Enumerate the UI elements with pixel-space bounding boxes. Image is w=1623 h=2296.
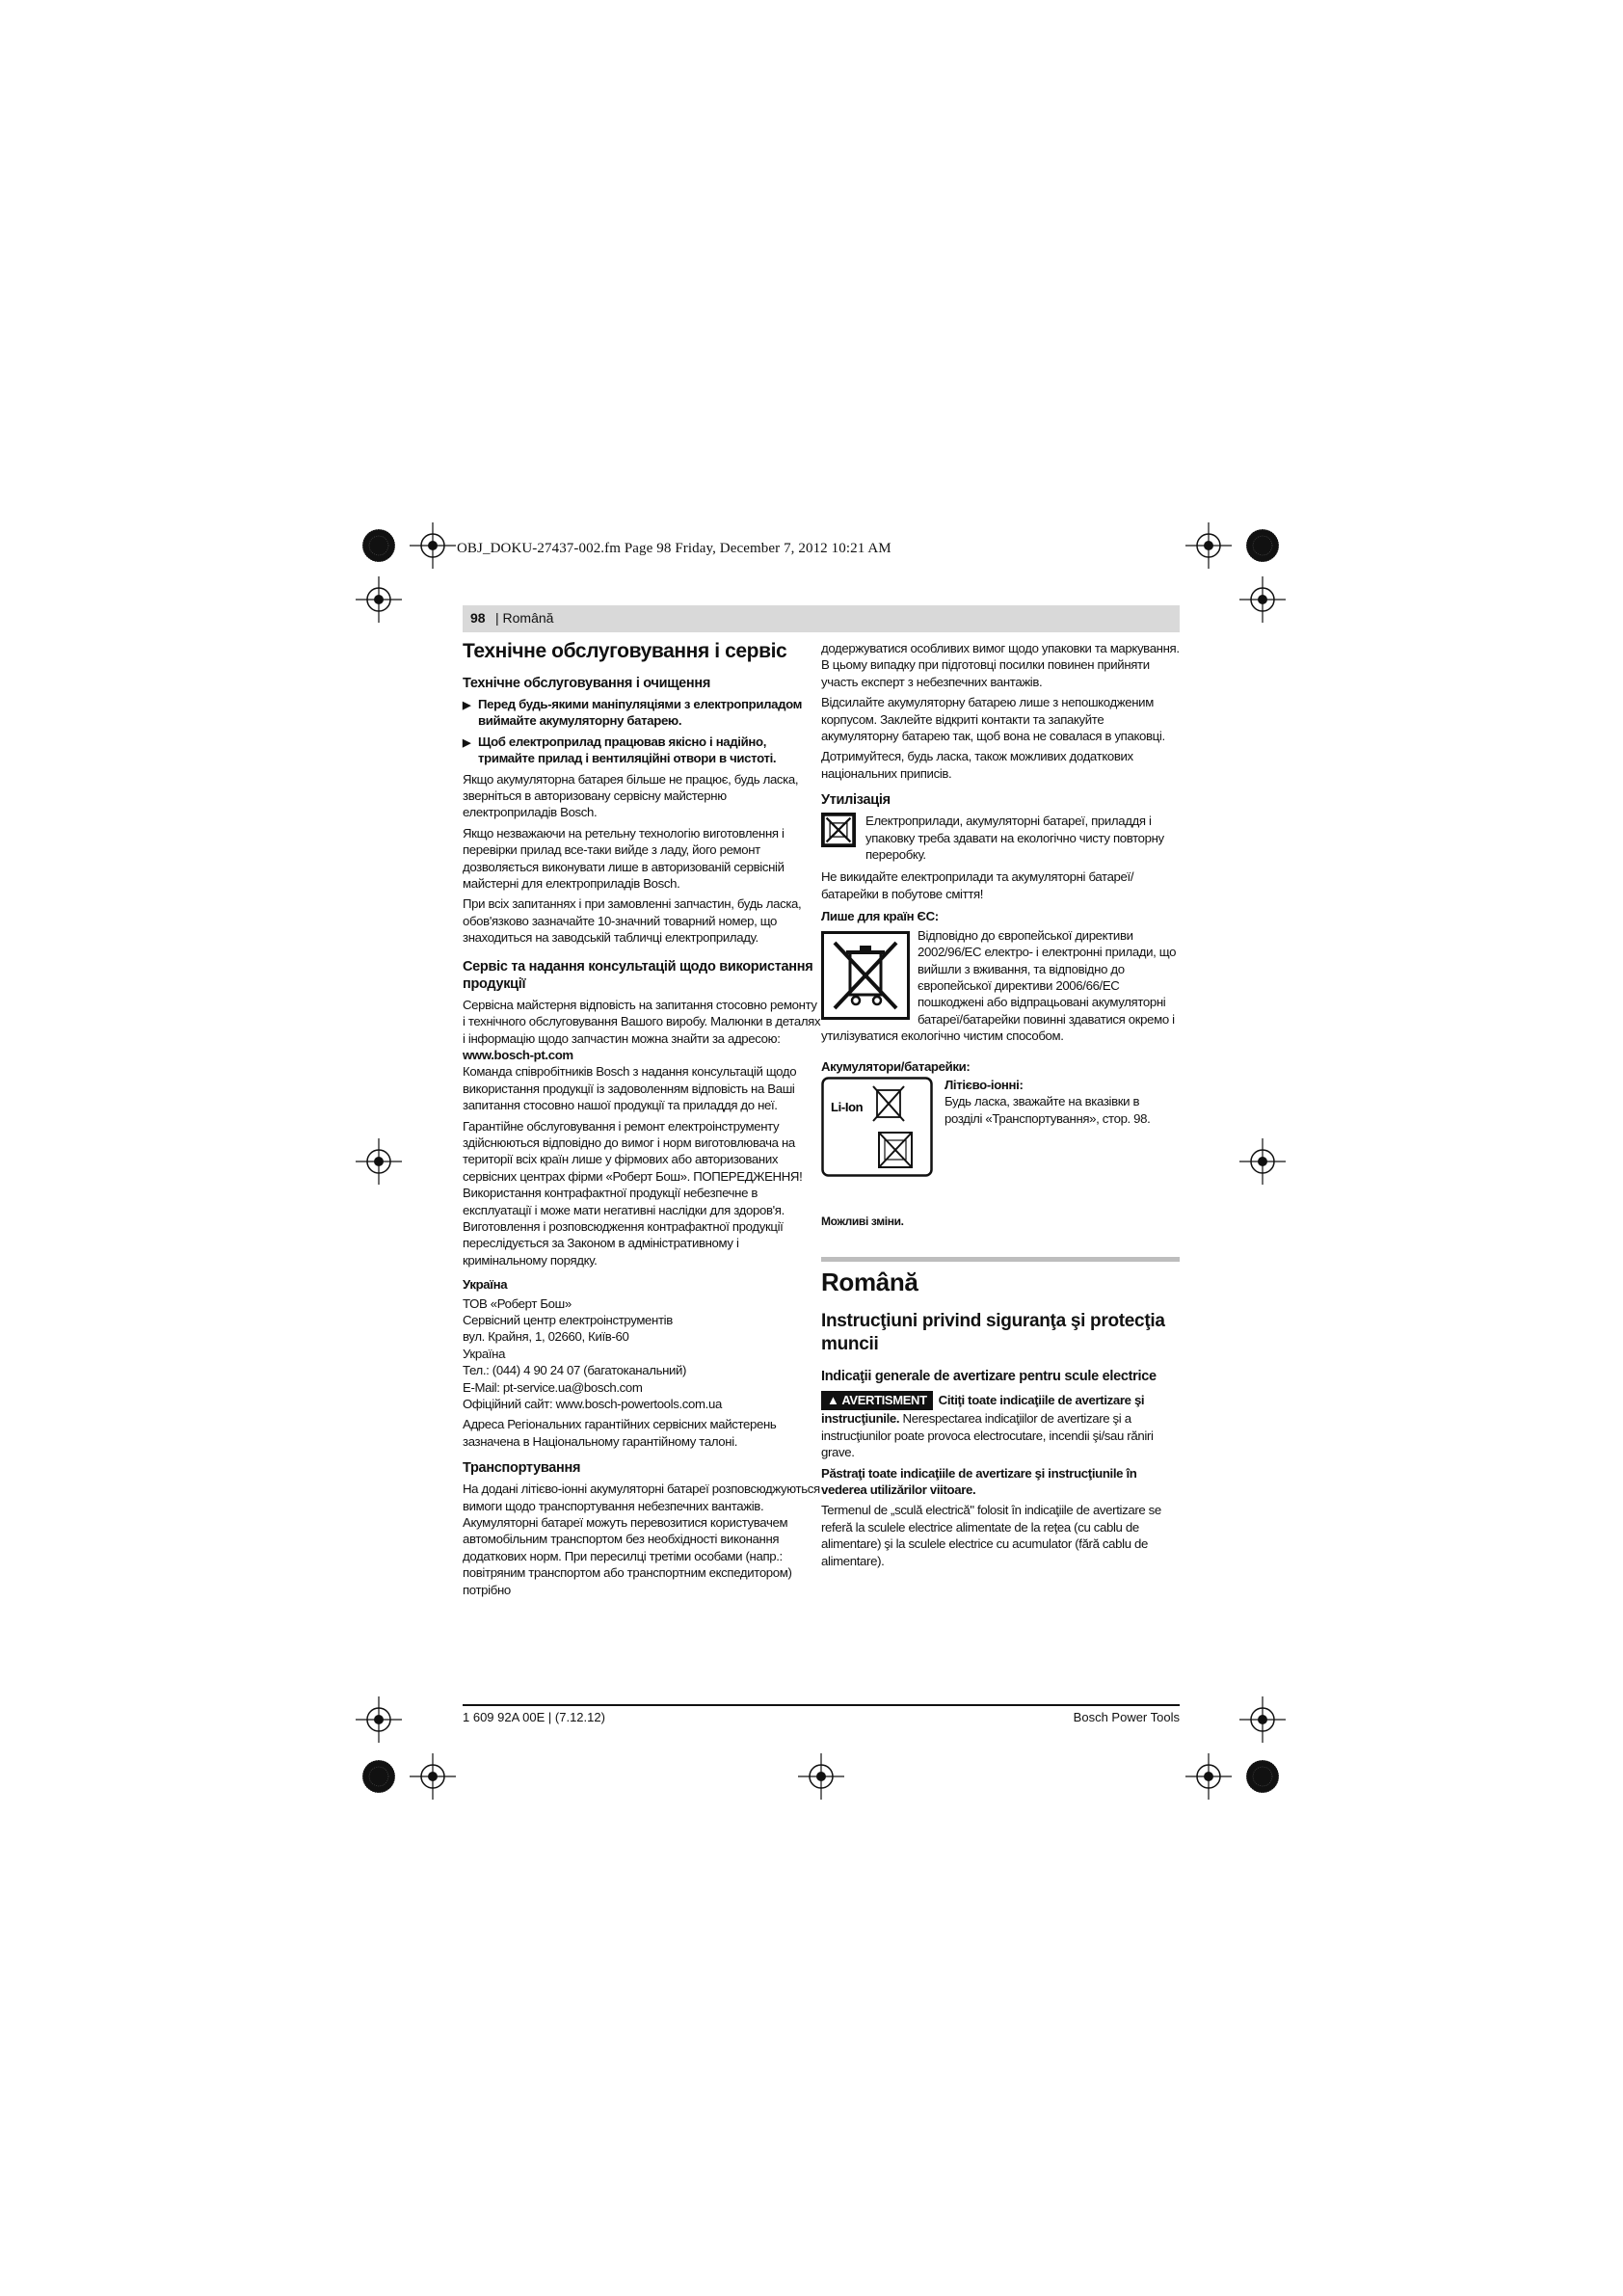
bullet-text: Щоб електроприлад працював якісно і надійно, тримайте прилад і вентиляційні отвори в чистоті.	[478, 734, 777, 766]
paragraph: Сервісна майстерня відповість на запитання стосовно ремонту і технічного обслуговування Вашого виробу. Малюнки в деталях і інформацію щодо запчастин можна знайти за адресою:	[463, 997, 821, 1046]
address-line: Україна	[463, 1346, 506, 1361]
liion-heading: Літієво-іонні:	[945, 1077, 1024, 1092]
disposal-heading: Утилізація	[821, 792, 891, 809]
keep-instructions: Păstraţi toate indicaţiile de avertizare şi instrucţiunile în vederea utilizărilor viitoare.	[821, 1465, 1137, 1497]
batteries-heading: Акумулятори/батарейки:	[821, 1058, 971, 1074]
changes-note: Можливі зміни.	[821, 1214, 904, 1228]
footer-doc-code: 1 609 92A 00E | (7.12.12)	[463, 1710, 605, 1724]
service-heading: Сервіс та надання консультацій щодо використання продукції	[463, 958, 813, 992]
warning-badge-label: AVERTISMENT	[841, 1393, 927, 1408]
section-divider	[821, 1257, 1180, 1262]
section-title: Технічне обслуговування і сервіс	[463, 640, 787, 662]
address-website[interactable]: Офіційний сайт: www.bosch-powertools.com.ua	[463, 1397, 722, 1412]
header-language: | Română	[495, 610, 554, 626]
maintenance-heading: Технічне обслуговування і очищення	[463, 676, 710, 691]
page-number: 98	[470, 610, 486, 626]
romanian-general-heading: Indicaţii generale de avertizare pentru scule electrice	[821, 1369, 1157, 1385]
paragraph: На додані літієво-іонні акумуляторні батареї розповсюджуються вимоги щодо транспортування небезпечних вантажів. Акумуляторні батареї можуть перевозитися користувачем автомобільним транспортом без необхідності виконання додаткових норм. При пересилці третіми особами (напр.: повітряним транспортом або транспортним експедитором) потрібно	[463, 1482, 820, 1597]
romanian-safety-heading: Instrucţiuni privind siguranţa şi protecţia muncii	[821, 1311, 1165, 1355]
transport-heading: Транспортування	[463, 1460, 581, 1477]
triangle-bullet-icon: ▶	[463, 700, 471, 711]
paragraph: Команда співробітників Bosch з надання консультацій щодо використання продукції із задоволенням відповість на Ваші запитання стосовно нашої продукції та приладдя до неї.	[463, 1064, 797, 1113]
address-email[interactable]: E-Mail: pt-service.ua@bosch.com	[463, 1379, 643, 1395]
paragraph: Якщо незважаючи на ретельну технологію виготовлення і перевірки прилад все-таки вийде з ладу, його ремонт дозволяється виконувати лише в авторизованій сервісній майстерні для електроприладів Bosch.	[463, 825, 785, 892]
warning-triangle-icon: ▲	[827, 1393, 839, 1408]
liion-label: Li-Ion	[831, 1099, 864, 1114]
paragraph: Якщо акумуляторна батарея більше не працює, будь ласка, зверніться в авторизовану сервісну майстерню електроприладів Bosch.	[463, 771, 799, 820]
paragraph: Дотримуйтеся, будь ласка, також можливих додаткових національних приписів.	[821, 749, 1133, 781]
paragraph: додержуватися особливих вимог щодо упаковки та маркування. В цьому випадку при підготовці посилки повинен прийняти участь експерт з небезпечних вантажів.	[821, 641, 1180, 689]
liion-text: Будь ласка, зважайте на вказівки в розділі «Транспортування», стор. 98.	[945, 1094, 1151, 1126]
service-url[interactable]: www.bosch-pt.com	[463, 1047, 573, 1062]
footer-brand: Bosch Power Tools	[1073, 1710, 1180, 1724]
triangle-bullet-icon: ▶	[463, 736, 471, 749]
paragraph: Не викидайте електроприлади та акумуляторні батареї/батарейки в побутове сміття!	[821, 869, 1134, 901]
address-block	[463, 1295, 821, 1413]
paragraph: При всіх запитаннях і при замовленні запчастин, будь ласка, обов'язково зазначайте 10-значний товарний номер, що знаходиться на заводській табличці електроприладу.	[463, 896, 802, 946]
warning-bold: Citiţi toate indicaţiile de avertizare şi instrucţiunile.	[821, 1393, 1145, 1427]
paragraph: Гарантійне обслуговування і ремонт електроінструменту здійснюються відповідно до вимог і норм виготовлювача на території всіх країн лише у фірмових або авторизованих сервісних центрах фірми «Роберт Бош». ПОПЕРЕДЖЕННЯ! Використання контрафактної продукції небезпечне в експлуатації і може мати негативні наслідки для здоров'я. Виготовлення і розповсюдження контрафактної продукції переслідується за Законом в адміністративному і кримінальному порядку.	[463, 1118, 803, 1268]
paragraph: Адреса Регіональних гарантійних сервісних майстерень зазначена в Національному гарантійному талоні.	[463, 1417, 777, 1449]
bullet-item	[463, 734, 821, 767]
address-line: Сервісний центр електроінструментів	[463, 1313, 673, 1327]
left-column	[463, 640, 821, 1602]
paragraph: Termenul de „sculă electrică" folosit în indicaţiile de avertizare se referă la sculele electrice alimentate de la reţea (cu cablu de alimentare) şi la sculele electrice cu acumulator (fără cablu de alimentare).	[821, 1503, 1161, 1568]
recycle-row	[821, 813, 1180, 863]
address-line: ТОВ «Роберт Бош»	[463, 1295, 572, 1311]
eu-directive-text: Відповідно до європейської директиви 2002/96/ЕС електро- і електронні прилади, що вийшли з вживання, та відповідно до європейської директиви 2006/66/ЕС пошкоджені або відпрацьовані акумуляторні батареї/батарейки повинні здаватися окремо і утилізуватися екологічно чистим способом.	[821, 927, 1177, 1044]
file-info-line: OBJ_DOKU-27437-002.fm Page 98 Friday, December 7, 2012 10:21 AM	[457, 541, 891, 556]
bullet-item	[463, 696, 821, 730]
disposal-symbol-text: Електроприлади, акумуляторні батареї, приладдя і упаковку треба здавати на екологічно чисту повторну переробку.	[865, 814, 1164, 863]
footer-rule	[463, 1704, 1180, 1706]
bullet-text: Перед будь-якими маніпуляціями з електроприладом виймайте акумуляторну батарею.	[478, 697, 803, 729]
country-heading: Україна	[463, 1277, 508, 1293]
crossed-bin-icon	[821, 931, 910, 1020]
warning-rest: Nerespectarea indicaţiilor de avertizare şi a instrucţiunilor poate provoca electrocutare, incendii şi/sau răniri grave.	[821, 1411, 1154, 1460]
romanian-title: Română	[821, 1268, 918, 1297]
eu-heading: Лише для країн ЄС:	[821, 909, 939, 924]
warning-badge	[821, 1391, 933, 1410]
liion-recycle-icon	[821, 1077, 933, 1177]
right-column	[821, 640, 1180, 1573]
paragraph: Відсилайте акумуляторну батарею лише з непошкодженим корпусом. Заклейте відкриті контакти та запакуйте акумуляторну батарею так, щоб вона не совалася в упаковці.	[821, 695, 1165, 744]
recycle-box-icon	[821, 813, 856, 847]
warning-paragraph	[821, 1391, 1180, 1460]
address-line: Тел.: (044) 4 90 24 07 (багатоканальний)	[463, 1363, 687, 1378]
page-header-bar	[463, 605, 1180, 632]
liion-block	[821, 1077, 1180, 1181]
header-language-label: Română	[502, 610, 554, 626]
eu-block	[821, 927, 1180, 1045]
address-line: вул. Крайня, 1, 02660, Київ-60	[463, 1329, 629, 1345]
